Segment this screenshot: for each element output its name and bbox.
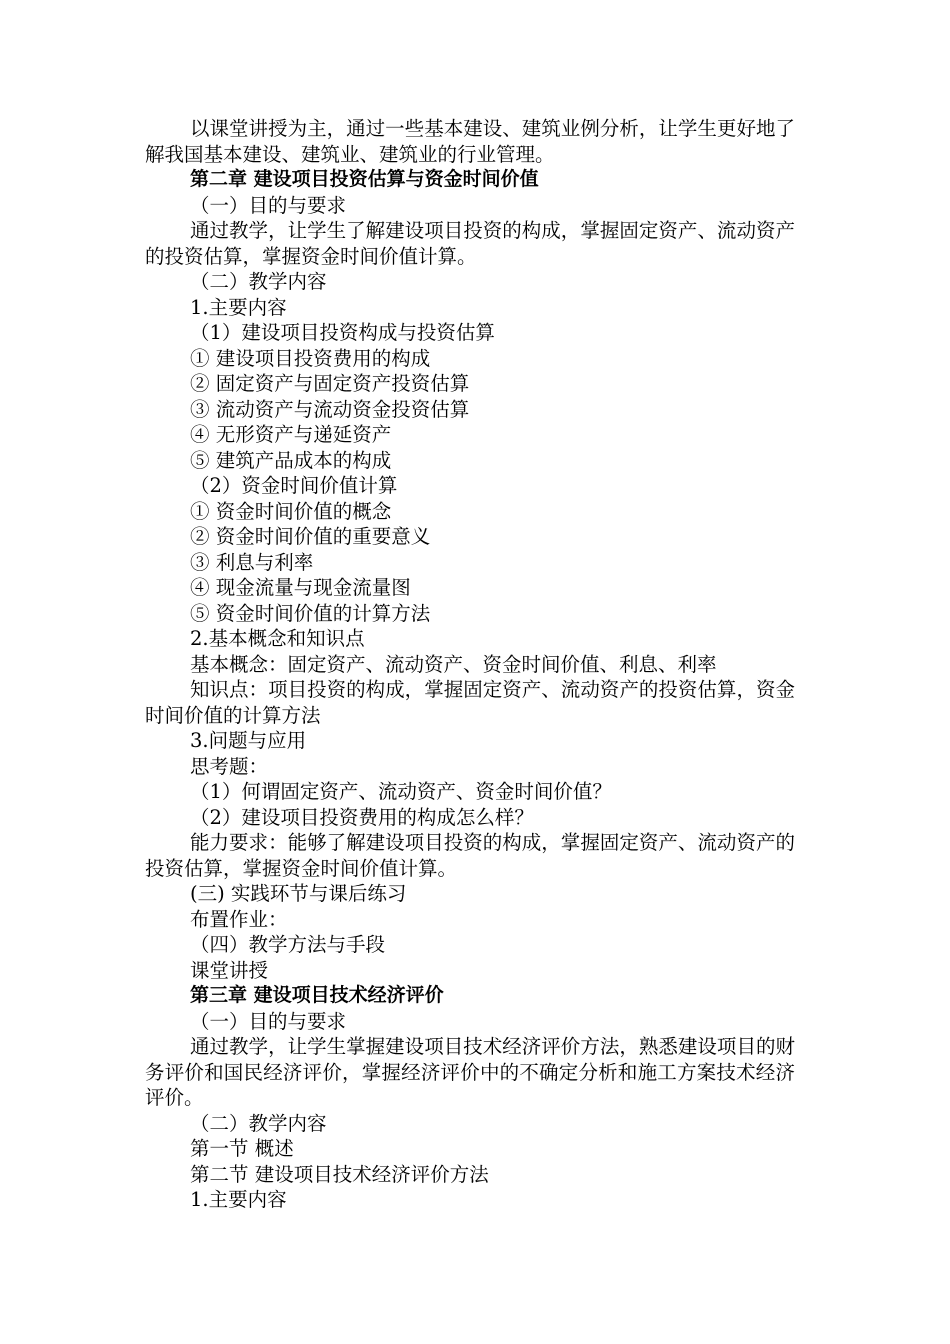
section-practice: (三) 实践环节与课后练习 xyxy=(190,882,407,905)
question-item: （1）何谓固定资产、流动资产、资金时间价值？ xyxy=(190,780,612,803)
paragraph-intro: 以课堂讲授为主，通过一些基本建设、建筑业例分析，让学生更好地了解我国基本建设、建筑业、建筑业的行业管理。 xyxy=(145,117,795,166)
section-content: （二）教学内容 xyxy=(190,270,327,293)
section-content: （二）教学内容 xyxy=(190,1111,327,1135)
question-item: （2）建设项目投资费用的构成怎么样？ xyxy=(190,805,534,829)
list-item: ④ 现金流量与现金流量图 xyxy=(190,576,411,599)
list-item: ① 资金时间价值的概念 xyxy=(190,499,392,523)
main-content-label: 1.主要内容 xyxy=(190,295,287,319)
basic-concepts: 基本概念：固定资产、流动资产、资金时间价值、利息、利率 xyxy=(190,652,717,676)
think-label: 思考题： xyxy=(190,754,269,778)
list-item: ⑤ 建筑产品成本的构成 xyxy=(190,448,392,472)
list-item: ② 资金时间价值的重要意义 xyxy=(190,525,431,548)
list-heading: （1）建设项目投资构成与投资估算 xyxy=(190,321,495,344)
homework-label: 布置作业： xyxy=(190,907,288,931)
paragraph-goals: 通过教学，让学生掌握建设项目技术经济评价方法，熟悉建设项目的财务评价和国民经济评价，掌握经济评价中的不确定分析和施工方案技术经济评价。 xyxy=(145,1035,795,1109)
list-item: ② 固定资产与固定资产投资估算 xyxy=(190,372,470,395)
document-page xyxy=(145,116,795,1213)
section-methods: （四）教学方法与手段 xyxy=(190,933,386,956)
section-goals: （一）目的与要求 xyxy=(190,193,347,217)
list-item: ④ 无形资产与递延资产 xyxy=(190,423,392,446)
chapter-2-heading: 第二章 建设项目投资估算与资金时间价值 xyxy=(190,168,539,190)
list-item: ⑤ 资金时间价值的计算方法 xyxy=(190,601,431,625)
list-heading: （2）资金时间价值计算 xyxy=(190,474,398,497)
section-1: 第一节 概述 xyxy=(190,1137,294,1160)
section-goals: （一）目的与要求 xyxy=(190,1009,347,1033)
list-item: ③ 利息与利率 xyxy=(190,550,314,574)
concepts-label: 2.基本概念和知识点 xyxy=(190,627,365,650)
method-text: 课堂讲授 xyxy=(190,958,269,982)
knowledge-points: 知识点：项目投资的构成，掌握固定资产、流动资产的投资估算，资金时间价值的计算方法 xyxy=(145,678,795,727)
questions-label: 3.问题与应用 xyxy=(190,729,307,752)
list-item: ① 建设项目投资费用的构成 xyxy=(190,346,431,370)
main-content-label: 1.主要内容 xyxy=(190,1188,287,1211)
chapter-3-heading: 第三章 建设项目技术经济评价 xyxy=(190,984,444,1006)
list-item: ③ 流动资产与流动资金投资估算 xyxy=(190,397,470,421)
ability-requirement: 能力要求：能够了解建设项目投资的构成，掌握固定资产、流动资产的投资估算，掌握资金时间价值计算。 xyxy=(145,831,795,880)
paragraph-goals: 通过教学，让学生了解建设项目投资的构成，掌握固定资产、流动资产的投资估算，掌握资金时间价值计算。 xyxy=(145,219,795,268)
section-2: 第二节 建设项目技术经济评价方法 xyxy=(190,1162,489,1186)
